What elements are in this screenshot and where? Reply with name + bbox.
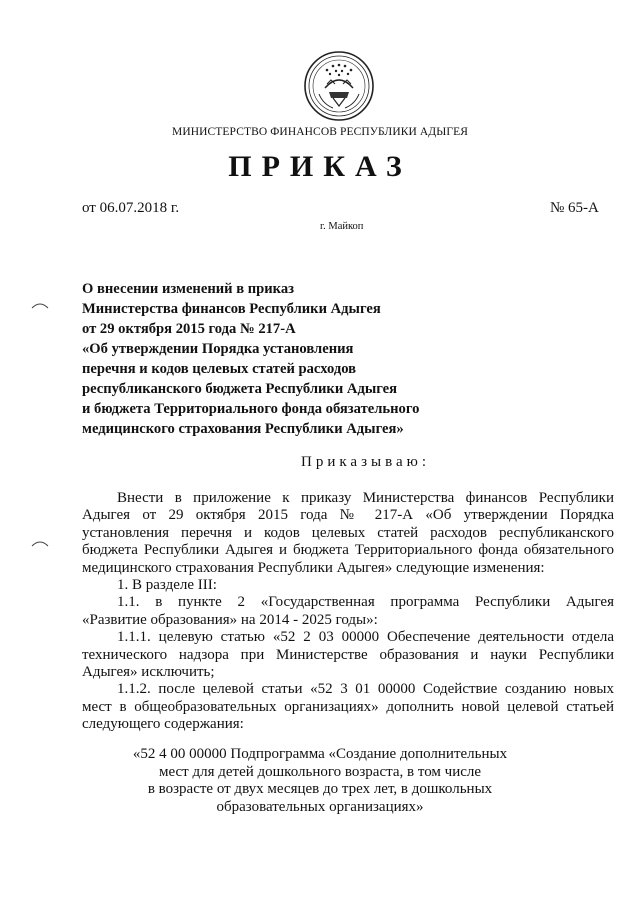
subject-line: перечня и кодов целевых статей расходов xyxy=(82,361,357,377)
quote-line: «52 4 00 00000 Подпрограмма «Создание дополнительных xyxy=(132,746,508,762)
body-line: мест в общеобразовательных организациях» дополнить новой целевой статьей xyxy=(82,698,614,715)
order-body xyxy=(82,490,614,734)
subject-line: Министерства финансов Республики Адыгея xyxy=(82,301,381,317)
ministry-name: МИНИСТЕРСТВО ФИНАНСОВ РЕСПУБЛИКИ АДЫГЕЯ xyxy=(172,126,468,138)
body-line: 1.1.1. целевую статью «52 2 03 00000 Обеспечение деятельности отдела xyxy=(117,629,614,646)
target-article-quote xyxy=(0,746,640,816)
quote-line: мест для детей дошкольного возраста, в том числе xyxy=(158,763,482,780)
body-line: Адыгея» исключить; xyxy=(82,664,215,681)
body-line: Внести в приложение к приказу Министерства финансов Республики xyxy=(117,490,614,506)
order-heading-text: Приказываю: xyxy=(301,454,430,470)
quote-line: образовательных организациях» xyxy=(216,798,424,815)
margin-mark xyxy=(30,538,50,548)
document-type-title: ПРИКАЗ xyxy=(228,150,412,183)
body-line: следующего содержания: xyxy=(82,716,244,733)
subject-line: О внесении изменений в приказ xyxy=(82,281,295,297)
body-line: 1. В разделе III: xyxy=(117,577,217,594)
body-line: 1.1. в пункте 2 «Государственная программа Республики Адыгея xyxy=(117,594,614,611)
body-line: «Развитие образования» на 2014 - 2025 годы»: xyxy=(82,611,378,628)
margin-mark xyxy=(30,300,50,310)
body-line: 1.1.2. после целевой статьи «52 3 01 00000 Содействие созданию новых xyxy=(117,681,614,698)
republic-emblem xyxy=(303,50,375,122)
subject-line: и бюджета Территориального фонда обязательного xyxy=(82,401,420,417)
subject-line: «Об утверждении Порядка установления xyxy=(82,341,354,357)
quote-line: в возрасте от двух месяцев до трех лет, в дошкольных xyxy=(147,781,493,798)
subject-line: медицинского страхования Республики Адыгея» xyxy=(82,421,404,437)
subject-line: республиканского бюджета Республики Адыгея xyxy=(82,381,398,397)
order-subject xyxy=(82,279,419,439)
body-line: бюджета Республики Адыгея и бюджета Территориального фонда обязательного xyxy=(82,542,614,559)
order-date: от 06.07.2018 г. xyxy=(82,200,180,216)
subject-line: от 29 октября 2015 года № 217-А xyxy=(82,321,296,337)
city-name: г. Майкоп xyxy=(320,221,364,232)
body-line: установления перечня и кодов целевых статей расходов республиканского xyxy=(82,524,614,541)
body-line: медицинского страхования Республики Адыгея» следующие изменения: xyxy=(82,559,545,576)
body-line: Адыгея от 29 октября 2015 года № 217-А «Об утверждении Порядка xyxy=(82,507,614,524)
order-number: № 65-А xyxy=(550,200,599,216)
body-line: технического надзора при Министерстве образования и науки Республики xyxy=(82,646,614,663)
